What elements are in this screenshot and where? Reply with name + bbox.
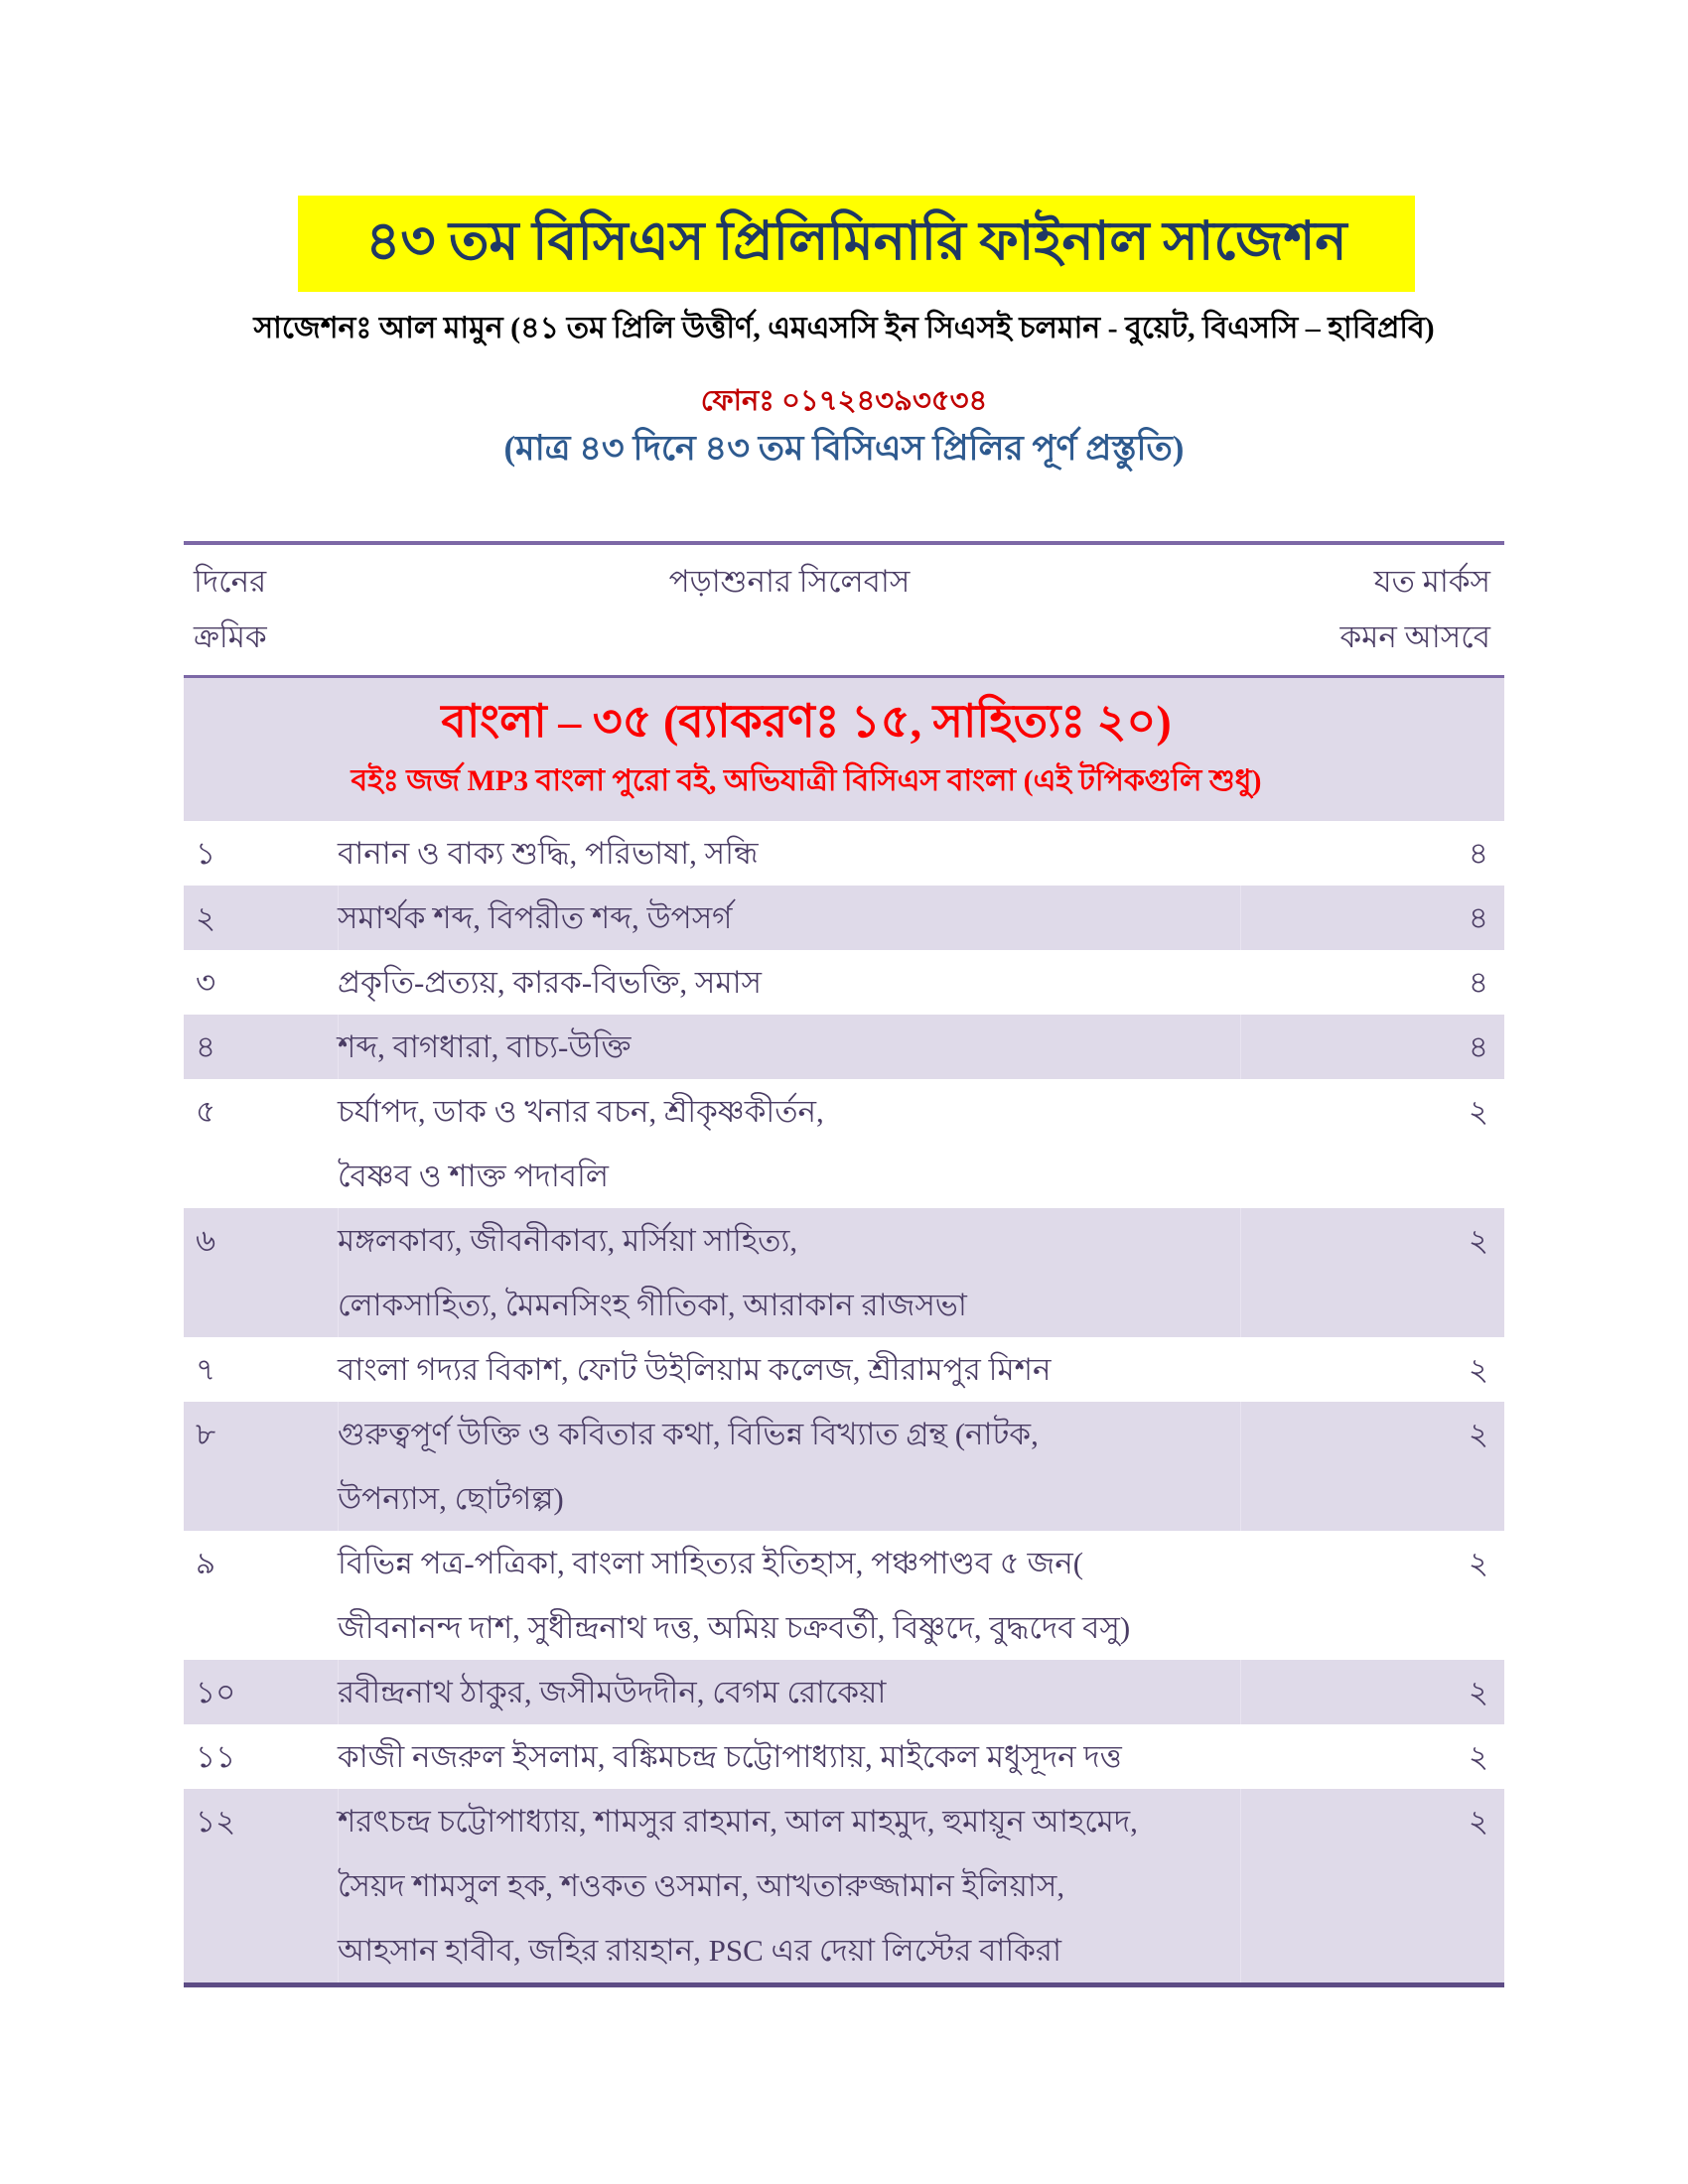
header-col-serial	[184, 554, 338, 665]
row-marks: ২	[1468, 1546, 1488, 1580]
topic-line: জীবনানন্দ দাশ, সুধীন্দ্রনাথ দত্ত, অমিয় চক্রবর্তী, বিষ্ণুদে, বুদ্ধদেব বসু)	[338, 1610, 1131, 1645]
table-row	[184, 1660, 1504, 1724]
row-serial: ৮	[196, 1417, 216, 1451]
row-marks: ২	[1468, 1417, 1488, 1451]
topic-line: চর্যাপদ, ডাক ও খনার বচন, শ্রীকৃষ্ণকীর্তন,	[338, 1094, 824, 1129]
header-col-marks-line2: কমন আসবে	[1339, 619, 1490, 654]
row-topic	[338, 1531, 1241, 1660]
header-col-syllabus: পড়াশুনার সিলেবাস	[668, 564, 911, 599]
section-book-note: বইঃ জর্জ MP3 বাংলা পুরো বই, অভিযাত্রী বিসিএস বাংলা (এই টপিকগুলি শুধু)	[351, 764, 1262, 797]
topic-line: গুরুত্বপূর্ণ উক্তি ও কবিতার কথা, বিভিন্ন বিখ্যাত গ্রন্থ (নাটক,	[338, 1417, 1039, 1451]
table-row	[184, 1015, 1504, 1079]
row-serial: ৯	[196, 1546, 216, 1580]
row-topic	[338, 1789, 1241, 1982]
row-serial: ১০	[196, 1675, 236, 1709]
row-serial: ১	[196, 836, 216, 871]
row-topic	[338, 1402, 1241, 1531]
topic-line: শরৎচন্দ্র চট্টোপাধ্যায়, শামসুর রাহমান, আল মাহমুদ, হুমায়ূন আহমেদ,	[338, 1804, 1138, 1839]
row-marks: ৪	[1468, 1029, 1488, 1064]
topic-line: মঙ্গলকাব্য, জীবনীকাব্য, মর্সিয়া সাহিত্য,	[338, 1223, 798, 1258]
table-bottom-rule	[184, 1982, 1504, 1987]
section-header-band	[184, 675, 1504, 821]
row-serial: ৬	[196, 1223, 216, 1258]
row-topic	[338, 1208, 1241, 1337]
row-topic	[338, 886, 1241, 950]
topic-line: প্রকৃতি-প্রত্যয়, কারক-বিভক্তি, সমাস	[338, 965, 763, 1000]
topic-line: আহসান হাবীব, জহির রায়হান, PSC এর দেয়া লিস্টের বাকিরা	[338, 1933, 1061, 1968]
table-row	[184, 1402, 1504, 1531]
topic-line: লোকসাহিত্য, মৈমনসিংহ গীতিকা, আরাকান রাজসভা	[338, 1288, 967, 1322]
table-row	[184, 1337, 1504, 1402]
tagline: (মাত্র ৪৩ দিনে ৪৩ তম বিসিএস প্রিলির পূর্ণ প্রস্তুতি)	[503, 429, 1185, 468]
topic-line: বিভিন্ন পত্র-পত্রিকা, বাংলা সাহিত্যর ইতিহাস, পঞ্চপাণ্ডব ৫ জন(	[338, 1546, 1084, 1580]
topic-line: বৈষ্ণব ও শাক্ত পদাবলি	[338, 1159, 610, 1193]
title-highlight-band	[298, 196, 1415, 292]
row-topic	[338, 1337, 1241, 1402]
topic-line: শব্দ, বাগধারা, বাচ্য-উক্তি	[338, 1029, 632, 1064]
table-body	[184, 821, 1504, 1982]
table-row	[184, 1724, 1504, 1789]
suggestion-table	[184, 541, 1504, 1987]
table-row	[184, 1531, 1504, 1660]
row-topic	[338, 1079, 1241, 1208]
table-row	[184, 1079, 1504, 1208]
row-topic	[338, 1724, 1241, 1789]
topic-line: বাংলা গদ্যর বিকাশ, ফোট উইলিয়াম কলেজ, শ্রীরামপুর মিশন	[338, 1352, 1052, 1387]
row-marks: ৪	[1468, 900, 1488, 935]
header-col-marks-line1: যত মার্কস	[1373, 564, 1490, 599]
topic-line: রবীন্দ্রনাথ ঠাকুর, জসীমউদদীন, বেগম রোকেয়া	[338, 1675, 887, 1709]
row-marks: ২	[1468, 1675, 1488, 1709]
table-row	[184, 821, 1504, 886]
row-topic	[338, 1015, 1241, 1079]
row-serial: ১১	[196, 1739, 236, 1774]
row-serial: ৩	[196, 965, 216, 1000]
header-col-marks	[1241, 554, 1504, 665]
header-col-serial-line1: দিনের	[194, 564, 267, 599]
section-title: বাংলা – ৩৫ (ব্যাকরণঃ ১৫, সাহিত্যঃ ২০)	[441, 696, 1172, 747]
topic-line: সৈয়দ শামসুল হক, শওকত ওসমান, আখতারুজ্জামান ইলিয়াস,	[338, 1868, 1065, 1903]
topic-line: সমার্থক শব্দ, বিপরীত শব্দ, উপসর্গ	[338, 900, 733, 935]
topic-line: বানান ও বাক্য শুদ্ধি, পরিভাষা, সন্ধি	[338, 836, 759, 871]
row-serial: ৪	[196, 1029, 216, 1064]
phone-line: ফোনঃ ০১৭২৪৩৯৩৫৩৪	[700, 385, 988, 417]
table-row	[184, 1789, 1504, 1982]
row-topic	[338, 1660, 1241, 1724]
table-row	[184, 950, 1504, 1015]
row-marks: ২	[1468, 1804, 1488, 1839]
page-title: ৪৩ তম বিসিএস প্রিলিমিনারি ফাইনাল সাজেশন	[365, 210, 1347, 271]
row-marks: ৪	[1468, 836, 1488, 871]
row-serial: ৫	[196, 1094, 216, 1129]
table-row	[184, 1208, 1504, 1337]
row-marks: ২	[1468, 1223, 1488, 1258]
row-serial: ২	[196, 900, 216, 935]
row-serial: ১২	[196, 1804, 236, 1839]
row-topic	[338, 950, 1241, 1015]
topic-line: কাজী নজরুল ইসলাম, বঙ্কিমচন্দ্র চট্টোপাধ্যায়, মাইকেল মধুসূদন দত্ত	[338, 1739, 1122, 1774]
table-row	[184, 886, 1504, 950]
topic-line: উপন্যাস, ছোটগল্প)	[338, 1481, 564, 1516]
row-topic	[338, 821, 1241, 886]
row-marks: ৪	[1468, 965, 1488, 1000]
table-header-row	[184, 541, 1504, 675]
row-marks: ২	[1468, 1352, 1488, 1387]
header-col-serial-line2: ক্রমিক	[194, 619, 267, 654]
row-marks: ২	[1468, 1739, 1488, 1774]
author-line: সাজেশনঃ আল মামুন (৪১ তম প্রিলি উত্তীর্ণ, এমএসসি ইন সিএসই চলমান - বুয়েট, বিএসসি – হাবিপ্রবি)	[253, 312, 1435, 344]
row-serial: ৭	[196, 1352, 216, 1387]
row-marks: ২	[1468, 1094, 1488, 1129]
